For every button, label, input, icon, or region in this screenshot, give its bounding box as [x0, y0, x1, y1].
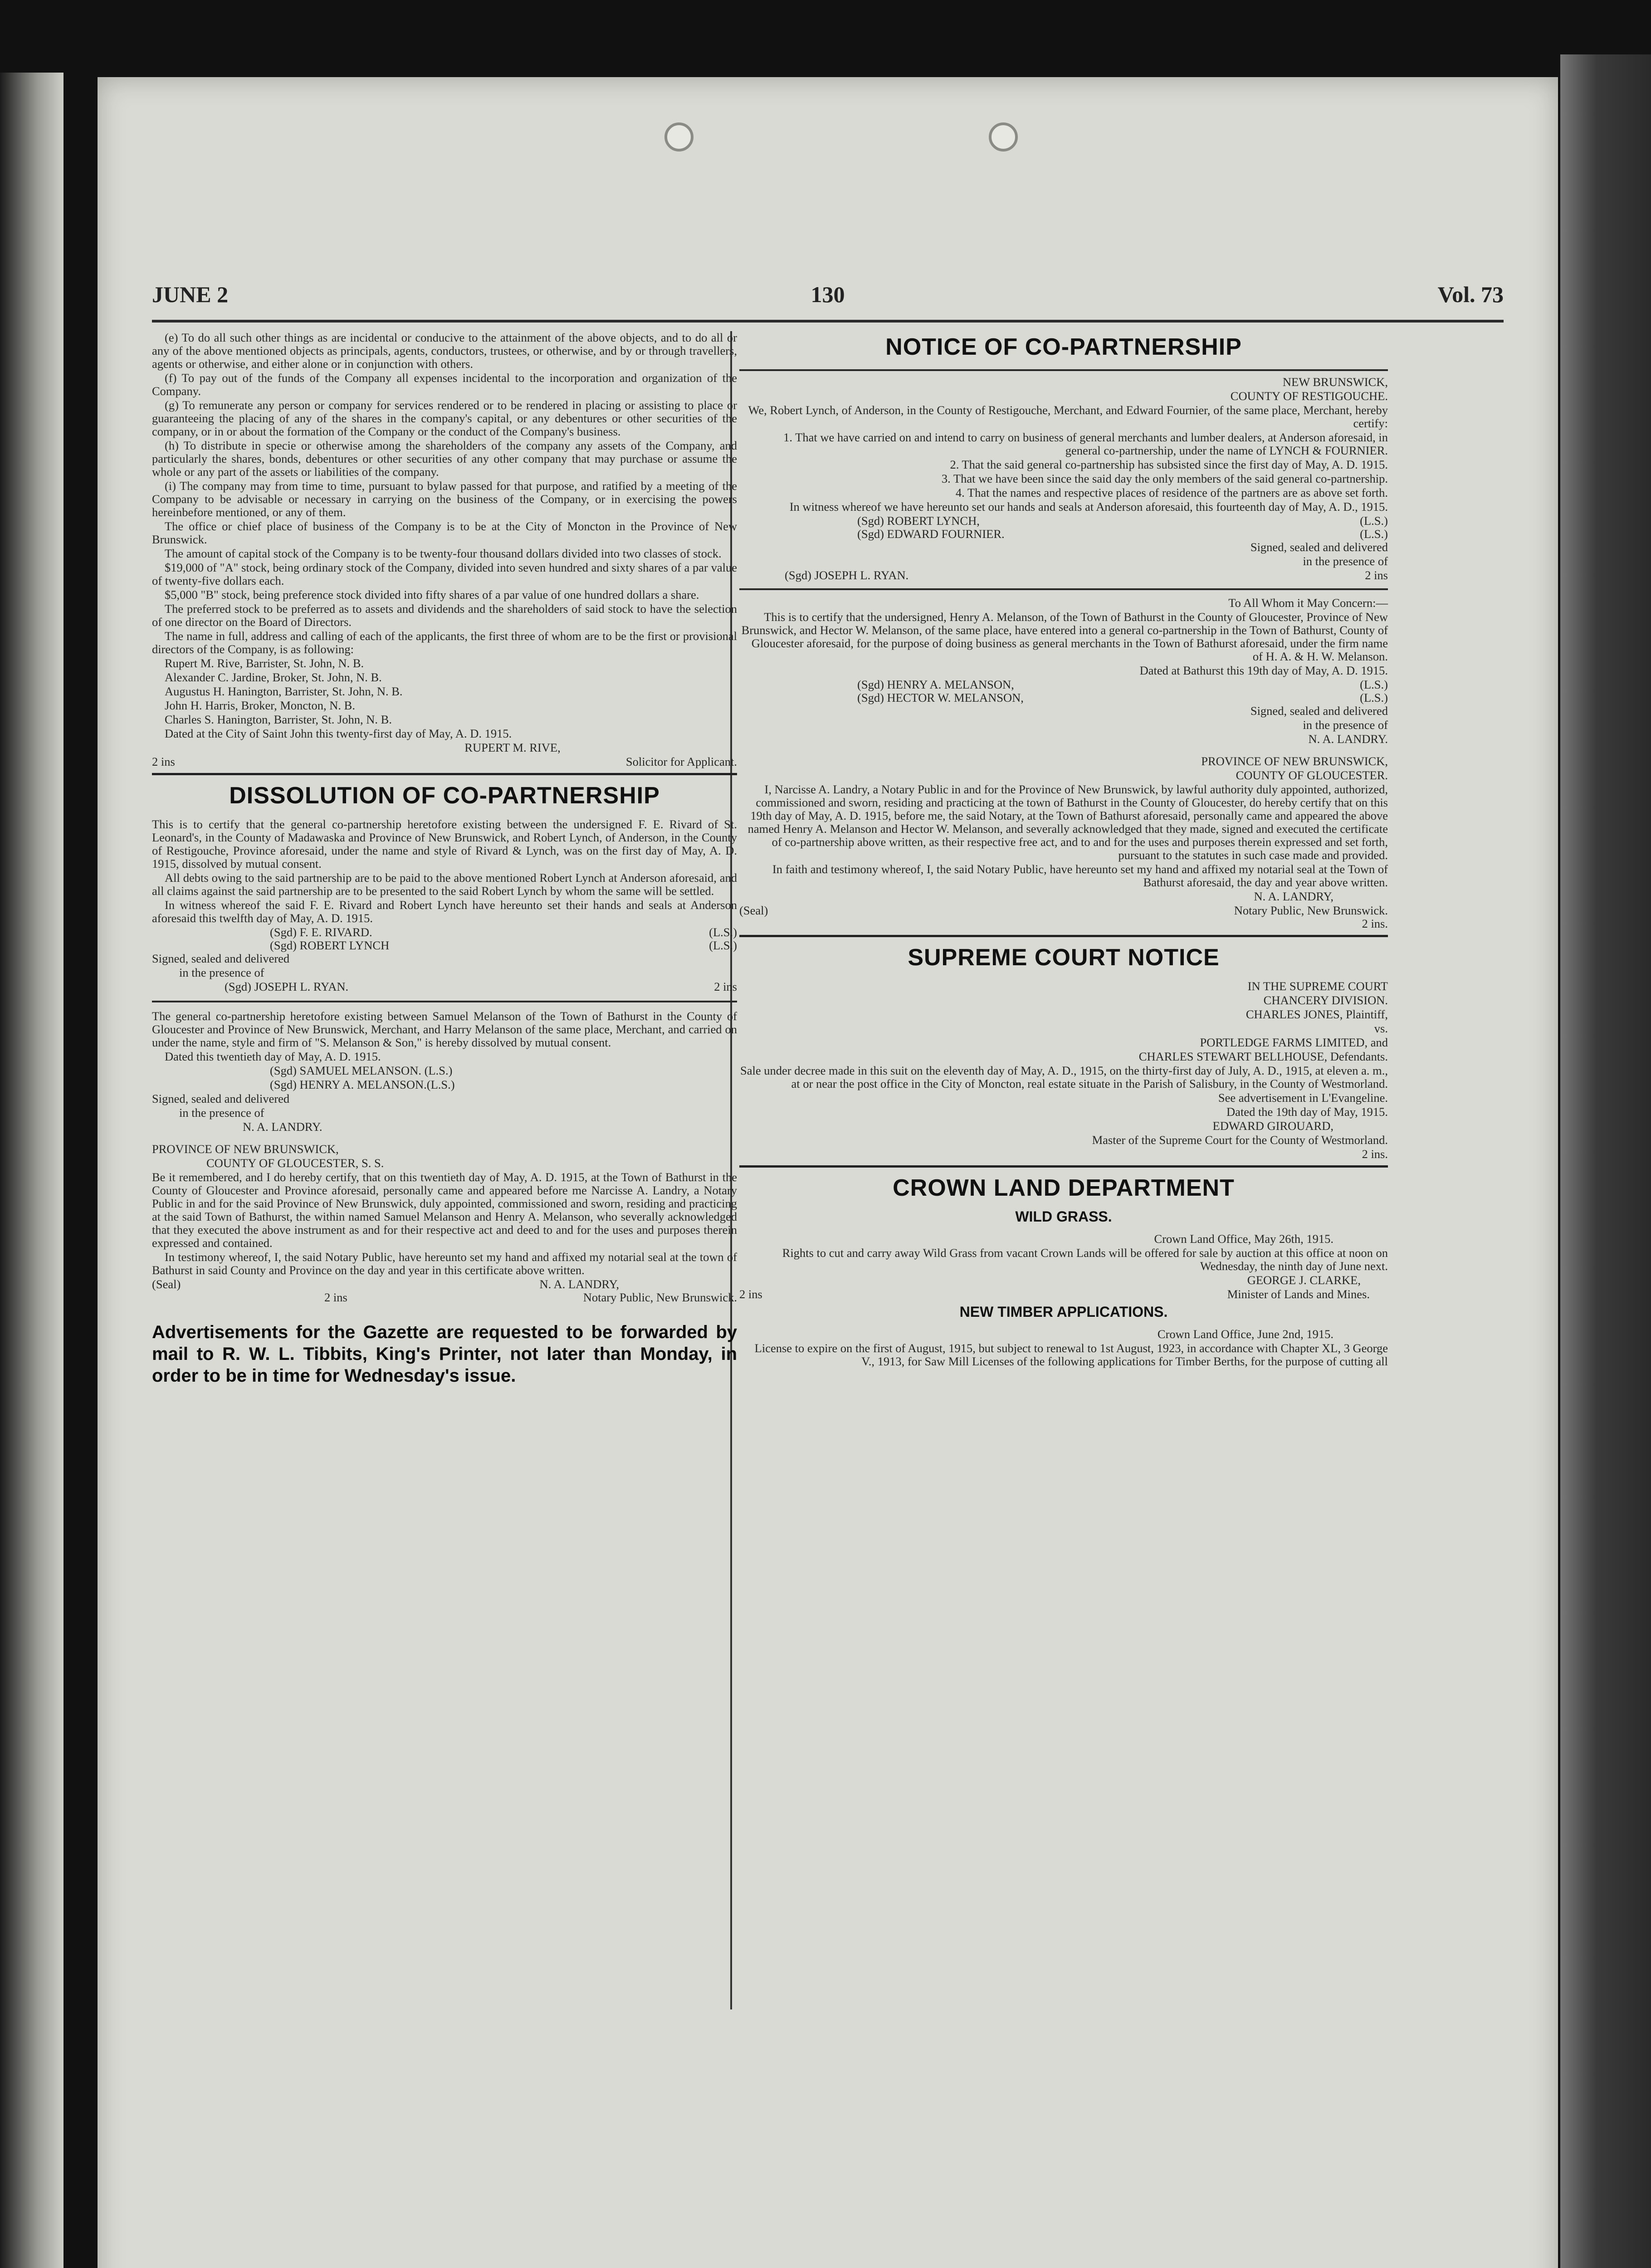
signature-line: (Sgd) EDWARD FOURNIER. [857, 527, 1005, 541]
advertisement-notice: Advertisements for the Gazette are requested to be forwarded by mail to R. W. L. Tibbits, King's Printer, not later than Monday, in order to be in time for Wednesday's issue. [152, 1322, 737, 1386]
office-date-line: Crown Land Office, May 26th, 1915. [1154, 1232, 1334, 1246]
salutation: To All Whom it May Concern:— [1228, 596, 1388, 610]
header-date: JUNE 2 [152, 282, 229, 307]
signed-sealed-line: Signed, sealed and delivered [152, 952, 290, 965]
paragraph: License to expire on the first of August, 1915, but subject to renewal to 1st August, 1923, in accordance with Chapter XL, 3 George V., 1913, for Saw Mill Licenses of the following applications for Timber Berths, for the purpose of cutting all [754, 1341, 1388, 1368]
paragraph: The name in full, address and calling of each of the applicants, the first three of whom are to be the first or provisional directors of the Company, is as following: [152, 629, 737, 656]
plaintiff-line: CHARLES JONES, Plaintiff, [1246, 1007, 1388, 1021]
left-column [152, 331, 737, 1387]
list-item: 2. That the said general co-partnership has subsisted since the first day of May, A. D. 1915. [950, 458, 1388, 471]
presence-line: in the presence of [179, 966, 264, 979]
company-objects-section [152, 331, 737, 768]
presence-line: in the presence of [1303, 554, 1388, 568]
paragraph: Rights to cut and carry away Wild Grass from vacant Crown Lands will be offered for sale by auction at this office at noon on Wednesday, the ninth day of June next. [782, 1246, 1388, 1273]
insertion-count: 2 ins [1365, 568, 1388, 582]
applicant-line: Charles S. Hanington, Barrister, St. John, N. B. [165, 713, 392, 726]
applicant-line: Rupert M. Rive, Barrister, St. John, N. B. [165, 656, 364, 670]
county-line: COUNTY OF GLOUCESTER. [1236, 768, 1388, 782]
signature-line: (Sgd) HECTOR W. MELANSON, [857, 691, 1024, 704]
notary-title: Notary Public, New Brunswick. [583, 1290, 737, 1304]
seal-mark: (L.S.) [1360, 527, 1388, 541]
paragraph: (i) The company may from time to time, pursuant to bylaw passed for that purpose, and ratified by a meeting of the Company to be advisable or necessary in carrying on the business of the Company, or in exercising the powers hereinbefore mentioned, or any of them. [152, 479, 737, 519]
paragraph: (h) To distribute in specie or otherwise among the shareholders of the company any assets of the Company, and particularly the shares, bonds, debentures or other securities of any other company that may purchase or assume the whole or any part of the assets or liabilities of the company. [152, 439, 737, 479]
witness-line: N. A. LANDRY. [243, 1120, 322, 1134]
notary-name: N. A. LANDRY, [1254, 890, 1334, 903]
seal-mark: (Seal) [152, 1277, 181, 1291]
dated-line: Dated at the City of Saint John this twenty-first day of May, A. D. 1915. [165, 727, 512, 740]
section-rule [739, 369, 1388, 371]
list-item: 1. That we have carried on and intend to carry on business of general merchants and lumber dealers, at Anderson aforesaid, in general co-partnership, under the name of LYNCH & FOURNIER. [783, 430, 1388, 457]
dated-line: Dated this twentieth day of May, A. D. 1915. [165, 1050, 381, 1063]
court-line: IN THE SUPREME COURT [1247, 979, 1388, 993]
insertion-count: 2 ins. [1362, 1147, 1388, 1161]
office-date-line: Crown Land Office, June 2nd, 1915. [1157, 1327, 1334, 1341]
signature-line: (Sgd) HENRY A. MELANSON.(L.S.) [270, 1078, 455, 1091]
master-title: Master of the Supreme Court for the County of Westmorland. [1092, 1133, 1388, 1147]
paragraph: Be it remembered, and I do hereby certify, that on this twentieth day of May, A. D. 1915, at the Town of Bathurst in the County of Gloucester and Province aforesaid, personally came and appeared before me Narcisse A. Landry, a Notary Public in and for the said Province of New Brunswick, duly appointed, commissioned and sworn, residing and practicing at the said Town of Bathurst, the within named Samuel Melanson and Henry A. Melanson, who severally acknowledged that they executed the above instrument as and for their respective act and deed to and for the uses and purposes therein expressed and contained. [152, 1170, 737, 1250]
defendant-line: CHARLES STEWART BELLHOUSE, Defendants. [1138, 1050, 1388, 1063]
signature-line: (Sgd) F. E. RIVARD. [270, 925, 372, 939]
signed-sealed-line: Signed, sealed and delivered [1250, 540, 1388, 554]
presence-line: in the presence of [179, 1106, 264, 1119]
signed-sealed-line: Signed, sealed and delivered [152, 1092, 290, 1105]
province-line: PROVINCE OF NEW BRUNSWICK, [1201, 754, 1388, 768]
witness-line: (Sgd) JOSEPH L. RYAN. [225, 980, 349, 993]
paragraph: We, Robert Lynch, of Anderson, in the County of Restigouche, Merchant, and Edward Fournier, of the same place, Merchant, hereby certify: [748, 403, 1388, 430]
page-header [152, 281, 1504, 318]
insertion-count: 2 ins [714, 980, 737, 993]
signer-name: RUPERT M. RIVE, [464, 741, 561, 754]
paragraph: This is to certify that the undersigned, Henry A. Melanson, of the Town of Bathurst in the County of Gloucester, Province of New Brunswick, and Hector W. Melanson, of the same place, have entered into a general co-partnership in the Town of Bathurst, County of Gloucester aforesaid, for the purpose of doing business as general merchants in the Town of Bathurst aforesaid, under the firm name of H. A. & H. W. Melanson. [741, 610, 1388, 663]
paragraph: In faith and testimony whereof, I, the said Notary Public, have hereunto set my hand and affixed my notarial seal at the Town of Bathurst aforesaid, the day and year above written. [772, 862, 1388, 889]
county-line: COUNTY OF RESTIGOUCHE. [1230, 389, 1388, 403]
list-item: 3. That we have been since the said day the only members of the said general co-partnership. [941, 472, 1388, 485]
paragraph: The amount of capital stock of the Company is to be twenty-four thousand dollars divided into two classes of stock. [165, 547, 722, 560]
signature-line: (Sgd) SAMUEL MELANSON. (L.S.) [270, 1064, 453, 1077]
paragraph: The general co-partnership heretofore existing between Samuel Melanson of the Town of Bathurst in the County of Gloucester and Province of New Brunswick, Merchant, and Harry Melanson of the same place, Merchant, and carried on under the name, style and firm of "S. Melanson & Son," is hereby dissolved by mutual consent. [152, 1009, 737, 1049]
dissolution-notice-1 [152, 818, 737, 993]
timber-subheading: NEW TIMBER APPLICATIONS. [959, 1304, 1168, 1320]
gazette-page [98, 77, 1558, 2268]
wild-grass-subheading: WILD GRASS. [1015, 1208, 1112, 1225]
seal-mark: (L.S.) [709, 938, 737, 952]
section-rule [739, 588, 1388, 590]
volume-number: Vol. 73 [1437, 282, 1504, 307]
paragraph: In witness whereof we have hereunto set our hands and seals at Anderson aforesaid, this fourteenth day of May, A. D., 1915. [789, 500, 1388, 513]
signature-line: (Sgd) ROBERT LYNCH, [857, 514, 980, 528]
presence-line: in the presence of [1303, 718, 1388, 732]
page-number: 130 [811, 282, 845, 307]
province-line: PROVINCE OF NEW BRUNSWICK, [152, 1142, 339, 1156]
notary-name: N. A. LANDRY, [539, 1277, 619, 1291]
paragraph: (f) To pay out of the funds of the Company all expenses incidental to the incorporation and organization of the Company. [152, 371, 737, 398]
insertion-count: 2 ins [324, 1290, 347, 1304]
binding-hole-icon [664, 122, 694, 152]
applicant-line: John H. Harris, Broker, Moncton, N. B. [165, 699, 355, 712]
master-name: EDWARD GIROUARD, [1212, 1119, 1334, 1133]
dated-line: Dated at Bathurst this 19th day of May, A. D. 1915. [1139, 664, 1388, 677]
seal-mark: (L.S.) [1360, 678, 1388, 691]
paragraph: In testimony whereof, I, the said Notary Public, have hereunto set my hand and affixed my notarial seal at the town of Bathurst in said County and Province on the day and year in this certificate above written. [152, 1250, 737, 1277]
paragraph: The office or chief place of business of the Company is to be at the City of Moncton in the Province of New Brunswick. [152, 519, 737, 546]
seal-mark: (Seal) [739, 904, 768, 917]
signature-line: (Sgd) HENRY A. MELANSON, [857, 678, 1014, 691]
witness-line: N. A. LANDRY. [1308, 732, 1388, 746]
seal-mark: (L.S.) [709, 925, 737, 939]
signer-title: Solicitor for Applicant. [625, 755, 737, 768]
signer-name: GEORGE J. CLARKE, [1247, 1273, 1361, 1287]
insertion-count: 2 ins [739, 1287, 762, 1301]
county-line: COUNTY OF GLOUCESTER, S. S. [206, 1156, 384, 1170]
province-line: NEW BRUNSWICK, [1282, 375, 1388, 389]
versus-line: vs. [1374, 1022, 1388, 1035]
notary-title: Notary Public, New Brunswick. [1234, 904, 1388, 917]
paragraph: Sale under decree made in this suit on the eleventh day of May, A. D., 1915, on the thirty-first day of July, A. D., 1915, at eleven a. m., at or near the post office in the City of Moncton, real estate situate in the Parish of Salisbury, in the County of Westmorland. [740, 1064, 1388, 1090]
paragraph: The preferred stock to be preferred as to assets and dividends and the shareholders of said stock to have the selection of one director on the Board of Directors. [152, 602, 737, 629]
list-item: 4. That the names and respective places of residence of the partners are as above set forth. [955, 486, 1388, 499]
paragraph: $19,000 of "A" stock, being ordinary stock of the Company, divided into seven hundred and sixty shares of a par value of twenty-five dollars each. [152, 561, 737, 587]
paragraph: (e) To do all such other things as are incidental or conducive to the attainment of the above objects, and to do all or any of the above mentioned objects as principals, agents, conductors, trustees, or otherwise, and by or through travellers, agents or otherwise, and either alone or in conjunction with others. [152, 331, 737, 371]
seal-mark: (L.S.) [1360, 691, 1388, 704]
paragraph: (g) To remunerate any person or company for services rendered or to be rendered in placing or assisting to place or guaranteeing the placing of any of the shares in the company's capital, or any debentures or other securities of the company, or in or about the formation of the Company or the conduct of the Company's business. [152, 398, 737, 438]
paragraph: All debts owing to the said partnership are to be paid to the above mentioned Robert Lynch at Anderson aforesaid, and all claims against the said partnership are to be presented to the said Robert Lynch by whom the same will be settled. [152, 871, 737, 898]
dated-line: Dated the 19th day of May, 1915. [1226, 1105, 1388, 1119]
book-spine [1560, 54, 1651, 2268]
paragraph: See advertisement in L'Evangeline. [1218, 1091, 1388, 1105]
paragraph: This is to certify that the general co-partnership heretofore existing between the undersigned F. E. Rivard of St. Leonard's, in the County of Madawaska and Province of New Brunswick, and Robert Lynch, of Anderson, in the County of Restigouche, Province aforesaid, under the name and style of Rivard & Lynch, was on the first day of May, A. D. 1915, dissolved by mutual consent. [152, 817, 737, 870]
signature-line: (Sgd) ROBERT LYNCH [270, 938, 390, 952]
dissolution-notice-2 [152, 1010, 737, 1304]
insertion-count: 2 ins [152, 755, 175, 768]
paragraph: I, Narcisse A. Landry, a Notary Public in and for the Province of New Brunswick, by lawful authority duly appointed, authorized, commissioned and sworn, residing and practicing at the town of Bathurst in the County of Gloucester, do hereby certify that on this 19th day of May, A. D. 1915, before me, the said Notary, at the Town of Bathurst aforesaid, personally came and appeared the above named Henry A. Melanson and Hector W. Melanson, and severally acknowledged that they made, signed and executed the certificate of co-partnership above written, as their respective free act, and to and for the uses and purposes therein expressed and set forth, pursuant to the statutes in such case made and provided. [747, 782, 1388, 862]
copartnership-heading: NOTICE OF CO-PARTNERSHIP [885, 334, 1242, 360]
signed-sealed-line: Signed, sealed and delivered [1250, 704, 1388, 718]
applicant-line: Augustus H. Hanington, Barrister, St. John, N. B. [165, 684, 403, 698]
court-line: CHANCERY DIVISION. [1263, 993, 1388, 1007]
header-rule [152, 320, 1504, 323]
binding-hole-icon [989, 122, 1018, 152]
applicant-line: Alexander C. Jardine, Broker, St. John, N. B. [165, 670, 382, 684]
adjacent-page-edge [0, 73, 64, 2268]
witness-line: (Sgd) JOSEPH L. RYAN. [785, 568, 909, 582]
seal-mark: (L.S.) [1360, 514, 1388, 528]
paragraph: $5,000 "B" stock, being preference stock divided into fifty shares of a par value of one hundred dollars a share. [165, 588, 699, 601]
signer-title: Minister of Lands and Mines. [1227, 1287, 1370, 1301]
dissolution-heading: DISSOLUTION OF CO-PARTNERSHIP [152, 773, 737, 811]
right-column [739, 331, 1388, 1369]
crown-land-heading: CROWN LAND DEPARTMENT [739, 1165, 1388, 1204]
section-rule [152, 1001, 737, 1002]
paragraph: In witness whereof the said F. E. Rivard and Robert Lynch have hereunto set their hands and seals at Anderson aforesaid this twelfth day of May, A. D. 1915. [152, 898, 737, 925]
insertion-count: 2 ins. [1362, 917, 1388, 930]
supreme-court-heading: SUPREME COURT NOTICE [739, 935, 1388, 973]
defendant-line: PORTLEDGE FARMS LIMITED, and [1200, 1036, 1388, 1049]
